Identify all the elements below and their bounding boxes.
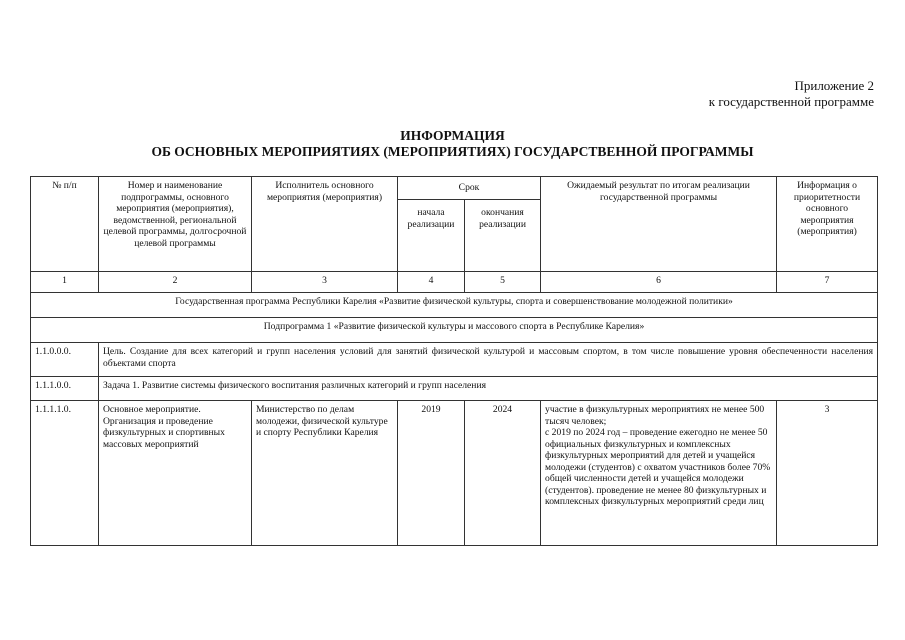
result-line: участие в физкультурных мероприятиях не менее 500 тысяч человек; — [545, 404, 765, 427]
document-title — [0, 128, 905, 160]
col-number: 3 — [252, 272, 398, 293]
row-executor: Министерство по делам молодежи, физической культуре и спорту Республики Карелия — [252, 401, 398, 546]
goal-code: 1.1.0.0.0. — [31, 343, 99, 377]
column-number-row — [31, 272, 878, 293]
title-line-1: ИНФОРМАЦИЯ — [400, 128, 505, 143]
header-name: Номер и наименование подпрограммы, основного мероприятия (мероприятия), ведомственной, региональной целевой программы, долгосрочной целевой программы — [99, 177, 252, 272]
table-row — [31, 401, 878, 546]
task-code: 1.1.1.0.0. — [31, 377, 99, 401]
row-code: 1.1.1.1.0. — [31, 401, 99, 546]
col-number: 5 — [465, 272, 541, 293]
task-row — [31, 377, 878, 401]
col-number: 4 — [398, 272, 465, 293]
header-result: Ожидаемый результат по итогам реализации государственной программы — [541, 177, 777, 272]
row-name: Основное мероприятие. Организация и проведение физкультурных и спортивных массовых мероприятий — [99, 401, 252, 546]
header-start: начала реализации — [398, 200, 465, 271]
subprogram-title: Подпрограмма 1 «Развитие физической культуры и массового спорта в Республике Карелия» — [31, 318, 878, 343]
header-term-sub — [398, 200, 540, 271]
col-number: 2 — [99, 272, 252, 293]
header-end: окончания реализации — [479, 207, 526, 230]
header-priority: Информация о приоритетности основного мероприятия (мероприятия) — [777, 177, 878, 272]
activities-table — [30, 176, 878, 546]
goal-row — [31, 343, 878, 377]
row-end: 2024 — [465, 401, 541, 546]
header-term — [398, 177, 541, 272]
title-line-2: ОБ ОСНОВНЫХ МЕРОПРИЯТИЯХ (МЕРОПРИЯТИЯХ) ГОСУДАРСТВЕННОЙ ПРОГРАММЫ — [151, 144, 754, 159]
header-row — [31, 177, 878, 272]
result-line: с 2019 по 2024 год – проведение ежегодно не менее 50 официальных физкультурных и комплексных физкультурных мероприятий для детей и учащейся молодежи (студентов) с охватом участников более 70% общей численности детей и учащейся молодежи (студентов). проведение не менее 80 физкультурных и комплексных физкультурных мероприятий среди лиц — [545, 427, 771, 507]
subprogram-row — [31, 318, 878, 343]
task-text: Задача 1. Развитие системы физического воспитания различных категорий и групп населения — [99, 377, 878, 401]
appendix-caption — [709, 78, 874, 110]
row-result — [541, 401, 777, 546]
col-number: 1 — [31, 272, 99, 293]
row-start: 2019 — [398, 401, 465, 546]
col-number: 7 — [777, 272, 878, 293]
header-num: № п/п — [31, 177, 99, 272]
goal-text: Цель. Создание для всех категорий и групп населения условий для занятий физической культурой и массовым спортом, в том числе повышение уровня обеспеченности населения объектами спорта — [99, 343, 878, 377]
header-term-label: Срок — [398, 177, 540, 200]
appendix-line-1: Приложение 2 — [794, 78, 874, 93]
appendix-line-2: к государственной программе — [708, 94, 874, 109]
header-executor: Исполнитель основного мероприятия (мероприятия) — [252, 177, 398, 272]
col-number: 6 — [541, 272, 777, 293]
row-priority: 3 — [777, 401, 878, 546]
program-title: Государственная программа Республики Карелия «Развитие физической культуры, спорта и совершенствование молодежной политики» — [31, 293, 878, 318]
program-row — [31, 293, 878, 318]
